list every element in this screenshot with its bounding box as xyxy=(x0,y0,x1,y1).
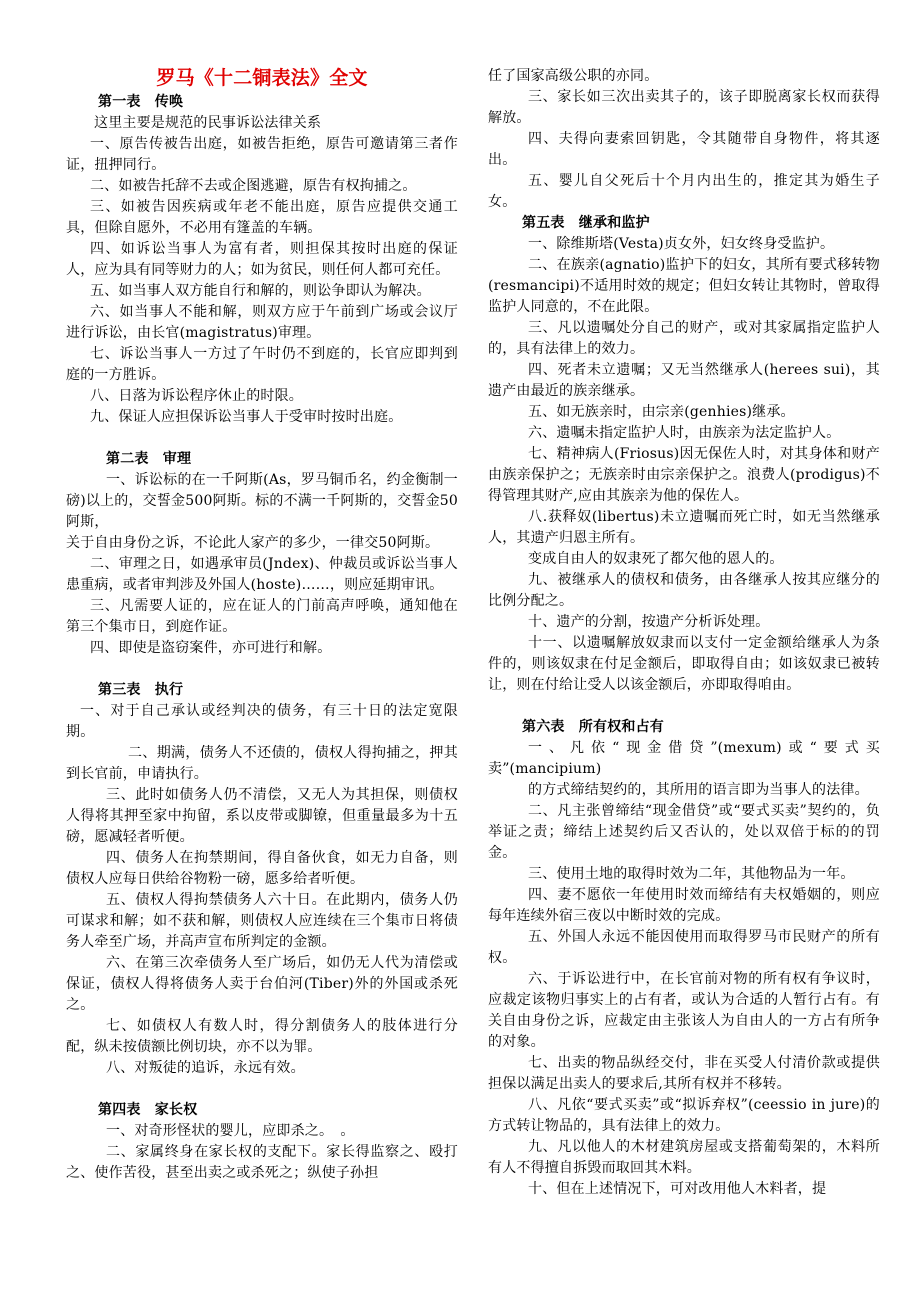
paragraph: 三、使用土地的取得时效为二年，其他物品为一年。 xyxy=(528,866,855,882)
section-heading-table-3: 第三表 执行 xyxy=(98,682,184,698)
paragraph: 一、凡依“现金借贷”(mexum)或“要式买卖”(mancipium) xyxy=(488,740,880,777)
paragraph: 一、原告传被告出庭，如被告拒绝，原告可邀请第三者作证，扭押同行。 xyxy=(66,136,458,173)
paragraph: 四、妻不愿依一年使用时效而缔结有夫权婚姻的，则应每年连续外宿三夜以中断时效的完成。 xyxy=(488,887,880,924)
paragraph: 十、遗产的分割，按遗产分析诉处理。 xyxy=(528,614,770,630)
right-column xyxy=(488,66,880,1200)
paragraph: 七、精神病人(Friosus)因无保佐人时，对其身体和财产由族亲保护之；无族亲时由宗亲保护之。浪费人(prodigus)不得管理其财产,应由其族亲为他的保佐人。 xyxy=(488,446,880,504)
paragraph: 六、于诉讼进行中，在长官前对物的所有权有争议时，应裁定该物归事实上的占有者，或认为合适的人暂行占有。有关自由身份之诉，应裁定由主张该人为自由人的一方占有所争的对象。 xyxy=(488,971,880,1050)
paragraph: 七、出卖的物品纵经交付，非在买受人付清价款或提供担保以满足出卖人的要求后,其所有权并不移转。 xyxy=(488,1055,880,1092)
paragraph: 九、保证人应担保诉讼当事人于受审时按时出庭。 xyxy=(90,409,403,425)
paragraph: 五、外国人永远不能因使用而取得罗马市民财产的所有权。 xyxy=(488,929,880,966)
paragraph: 八.获释奴(libertus)未立遗嘱而死亡时，如无当然继承人，其遗产归恩主所有。 xyxy=(488,509,880,546)
section-heading-table-1: 第一表 传唤 xyxy=(98,94,184,110)
section-heading-table-6: 第六表 所有权和占有 xyxy=(522,719,664,735)
paragraph: 六、如当事人不能和解，则双方应于午前到广场或会议厅进行诉讼，由长官(magistratus)审理。 xyxy=(66,304,458,341)
paragraph: 七、诉讼当事人一方过了午时仍不到庭的，长官应即判到庭的一方胜诉。 xyxy=(66,346,458,383)
section-heading-table-4: 第四表 家长权 xyxy=(98,1102,198,1118)
paragraph: 二、期满，债务人不还债的，债权人得拘捕之，押其到长官前，申请执行。 xyxy=(66,745,458,782)
paragraph: 五、债权人得拘禁债务人六十日。在此期内，债务人仍可谋求和解；如不获和解，则债权人应连续在三个集市日将债务人牵至广场，并高声宣布所判定的金额。 xyxy=(66,892,458,950)
paragraph: 变成自由人的奴隶死了都欠他的恩人的。 xyxy=(528,551,784,567)
paragraph: 二、凡主张曾缔结“现金借贷”或“要式买卖”契约的，负举证之责；缔结上述契约后又否认的，处以双倍于标的的罚金。 xyxy=(488,803,880,861)
paragraph: 五、婴儿自父死后十个月内出生的，推定其为婚生子女。 xyxy=(488,173,880,210)
paragraph: 四、死者未立遗嘱；又无当然继承人(herees sui)，其遗产由最近的族亲继承。 xyxy=(488,362,880,399)
section-heading-table-2: 第二表 审理 xyxy=(106,451,192,467)
paragraph: 三、如被告因疾病或年老不能出庭，原告应提供交通工具，但除自愿外，不必用有篷盖的车辆。 xyxy=(66,199,458,236)
paragraph: 一、对奇形怪状的婴儿，应即杀之。 。 xyxy=(106,1123,355,1139)
paragraph: 三、凡以遗嘱处分自己的财产，或对其家属指定监护人的，具有法律上的效力。 xyxy=(488,320,880,357)
section-heading-table-5: 第五表 继承和监护 xyxy=(522,215,650,231)
paragraph: 四、夫得向妻索回钥匙，令其随带自身物件，将其逐出。 xyxy=(488,131,880,168)
paragraph: 五、如当事人双方能自行和解的，则讼争即认为解决。 xyxy=(90,283,431,299)
paragraph: 十、但在上述情况下，可对改用他人木料者，提 xyxy=(528,1181,827,1197)
paragraph: 八、对叛徒的追诉，永远有效。 xyxy=(106,1060,305,1076)
paragraph: 四、如诉讼当事人为富有者，则担保其按时出庭的保证人，应为具有同等财力的人；如为贫民，则任何人都可充任。 xyxy=(66,241,458,278)
left-column xyxy=(66,66,458,1184)
paragraph: 二、在族亲(agnatio)监护下的妇女，其所有要式移转物(resmancipi)不适用时效的规定；但妇女转让其物时，曾取得监护人同意的，不在此限。 xyxy=(488,257,880,315)
paragraph: 六、在第三次牵债务人至广场后，如仍无人代为清偿或保证，债权人得将债务人卖于台伯河(Tiber)外的外国或杀死之。 xyxy=(66,955,458,1013)
paragraph: 八、凡依“要式买卖”或“拟诉弃权”(ceessio in jure)的方式转让物品的，具有法律上的效力。 xyxy=(488,1097,880,1134)
section-intro: 这里主要是规范的民事诉讼法律关系 xyxy=(94,115,322,131)
paragraph: 九、凡以他人的木材建筑房屋或支搭葡萄架的，木料所有人不得擅自拆毁而取回其木料。 xyxy=(488,1139,880,1176)
document-title: 罗马《十二铜表法》全文 xyxy=(156,67,368,89)
paragraph: 六、遗嘱未指定监护人时，由族亲为法定监护人。 xyxy=(528,425,841,441)
paragraph: 四、即使是盗窃案件，亦可进行和解。 xyxy=(90,640,332,656)
paragraph: 四、债务人在拘禁期间，得自备伙食，如无力自备，则债权人应每日供给谷物粉一磅，愿多给者听便。 xyxy=(66,850,458,887)
paragraph: 一、除维斯塔(Vesta)贞女外，妇女终身受监护。 xyxy=(528,236,835,252)
paragraph: 三、凡需要人证的，应在证人的门前高声呼唤，通知他在第三个集市日，到庭作证。 xyxy=(66,598,458,635)
paragraph: 关于自由身份之诉，不论此人家产的多少，一律交50阿斯。 xyxy=(66,535,440,551)
paragraph: 五、如无族亲时，由宗亲(genhies)继承。 xyxy=(528,404,795,420)
paragraph: 一、对于自己承认或经判决的债务，有三十日的法定宽限期。 xyxy=(66,703,458,740)
paragraph: 一、诉讼标的在一千阿斯(As，罗马铜币名，约金衡制一磅)以上的，交誓金500阿斯。标的不满一千阿斯的，交誓金50阿斯， xyxy=(66,472,458,530)
paragraph: 二、家属终身在家长权的支配下。家长得监察之、殴打之、使作苦役，甚至出卖之或杀死之；纵使子孙担 xyxy=(66,1144,458,1181)
paragraph: 二、审理之日，如遇承审员(Jndex)、仲裁员或诉讼当事人患重病，或者审判涉及外国人(hoste)……，则应延期审讯。 xyxy=(66,556,458,593)
paragraph: 十一、以遗嘱解放奴隶而以支付一定金额给继承人为条件的，则该奴隶在付足金额后，即取得自由；如该奴隶已被转让，则在付给让受人以该金额后，亦即取得咱由。 xyxy=(488,635,880,693)
paragraph: 三、家长如三次出卖其子的，该子即脱离家长权而获得解放。 xyxy=(488,89,880,126)
paragraph: 任了国家高级公职的亦同。 xyxy=(488,68,659,84)
paragraph: 三、此时如债务人仍不清偿，又无人为其担保，则债权人得将其押至家中拘留，系以皮带或脚镣，但重量最多为十五磅，愿减轻者听便。 xyxy=(66,787,458,845)
paragraph: 七、如债权人有数人时，得分割债务人的肢体进行分配，纵未按债额比例切块，亦不以为罪。 xyxy=(66,1018,458,1055)
paragraph: 的方式缔结契约的，其所用的语言即为当事人的法律。 xyxy=(528,782,869,798)
paragraph: 八、日落为诉讼程序休止的时限。 xyxy=(90,388,303,404)
paragraph: 九、被继承人的债权和债务，由各继承人按其应继分的比例分配之。 xyxy=(488,572,880,609)
paragraph: 二、如被告托辞不去或企图逃避，原告有权拘捕之。 xyxy=(90,178,417,194)
